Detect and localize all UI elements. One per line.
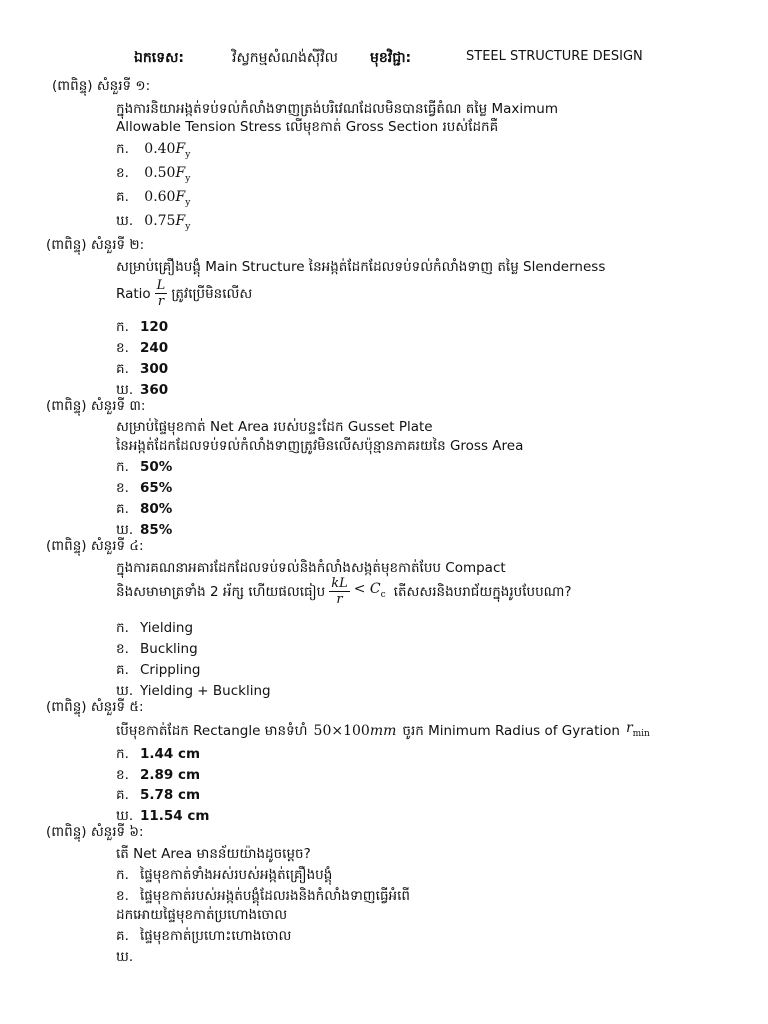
line-prefix: បើមុខកាត់ដែក Rectangle មានទំហំ bbox=[116, 722, 308, 739]
question-1-option-c bbox=[116, 188, 190, 208]
option-letter: គ. bbox=[116, 928, 129, 944]
question-3-option-c bbox=[116, 500, 172, 520]
option-letter: ខ. bbox=[116, 165, 129, 181]
option-sub: y bbox=[185, 197, 191, 208]
option-value: 240 bbox=[140, 340, 169, 356]
subject-label: ឯកទេស: bbox=[134, 50, 185, 66]
option-value: 85% bbox=[140, 522, 173, 538]
option-letter: គ. bbox=[116, 501, 129, 517]
r-min-symbol bbox=[626, 719, 650, 743]
line2-prefix: និងសមាមាត្រទាំង 2 អ័ក្ស ហើយផលធៀប bbox=[116, 583, 326, 600]
question-4-line-2 bbox=[116, 576, 572, 607]
question-1-line-2: Allowable Tension Stress លើមុខកាត់ Gross Section របស់ដែកគឺ bbox=[116, 119, 499, 135]
option-letter: ក. bbox=[116, 459, 129, 475]
option-value: 80% bbox=[140, 501, 173, 517]
question-3-line-2: នៃអង្កត់ដែកដែលទប់ទល់កំលាំងទាញត្រូវមិនលើសប៉ុន្មានភាគរយនៃ Gross Area bbox=[116, 438, 524, 454]
option-letter: ខ. bbox=[116, 340, 129, 356]
option-letter: ឃ. bbox=[116, 949, 134, 965]
option-value: Yielding bbox=[140, 620, 194, 636]
option-value: 65% bbox=[140, 480, 173, 496]
option-value: 5.78 cm bbox=[140, 787, 201, 803]
option-sub: y bbox=[185, 149, 191, 160]
option-value: 360 bbox=[140, 382, 169, 398]
question-4-title: (ពាពិន្ទុ) សំនួរទី ៤: bbox=[46, 538, 144, 554]
question-6-option-d bbox=[116, 948, 140, 968]
line2-suffix: តើសសរនិងបរាជ័យក្នុងរូបបែបណា? bbox=[393, 583, 572, 600]
inequality-sub: c bbox=[380, 589, 386, 600]
question-2-title: (ពាពិន្ទុ) សំនួរទី ២: bbox=[46, 237, 145, 253]
option-letter: ខ. bbox=[116, 888, 129, 904]
question-4-option-c bbox=[116, 661, 201, 681]
option-coef: 0.50 bbox=[144, 165, 176, 181]
question-6-option-a bbox=[116, 866, 332, 886]
question-5-line-1 bbox=[116, 719, 650, 743]
question-1-option-d bbox=[116, 212, 190, 232]
option-value: 300 bbox=[140, 361, 169, 377]
fraction-numerator: L bbox=[156, 278, 166, 293]
option-var: F bbox=[175, 189, 186, 205]
line-mid: ចូរក Minimum Radius of Gyration bbox=[402, 722, 620, 739]
option-sub: y bbox=[185, 173, 191, 184]
question-6-option-b-cont bbox=[116, 906, 287, 926]
inequality-text: < C bbox=[353, 580, 381, 597]
question-3-line-1: សម្រាប់ផ្ទៃមុខកាត់ Net Area របស់បន្ទះដែក Gusset Plate bbox=[116, 419, 433, 435]
slenderness-fraction bbox=[155, 278, 168, 309]
option-letter: ខ. bbox=[116, 767, 129, 783]
question-5-option-a bbox=[116, 745, 200, 765]
dimension-formula bbox=[314, 722, 397, 740]
option-var: F bbox=[175, 213, 186, 229]
option-letter: ក. bbox=[116, 319, 129, 335]
option-letter: ក. bbox=[116, 746, 129, 762]
option-value: Buckling bbox=[140, 641, 198, 657]
r-sub: min bbox=[632, 728, 650, 739]
option-sub: y bbox=[185, 221, 191, 232]
question-3-option-a bbox=[116, 458, 172, 478]
option-value: ផ្ទៃមុខកាត់ប្រហោះហោងចោល bbox=[140, 928, 292, 944]
question-6-option-c bbox=[116, 927, 291, 947]
question-5-title: (ពាពិន្ទុ) សំនួរទី ៥: bbox=[46, 699, 144, 715]
option-value: ផ្ទៃមុខកាត់ទាំងអស់របស់អង្កត់គ្រឿងបង្គុំ bbox=[140, 867, 333, 883]
question-1-title: (ពាពិន្ទុ) សំនួរទី ១: bbox=[52, 78, 151, 94]
dimension-unit: mm bbox=[369, 722, 397, 739]
option-value: Yielding + Buckling bbox=[140, 683, 271, 699]
option-value: 11.54 cm bbox=[140, 808, 210, 824]
question-3-title: (ពាពិន្ទុ) សំនួរទី ៣: bbox=[46, 398, 146, 414]
subject-value: វិស្វកម្មសំណង់ស៊ីវិល bbox=[232, 50, 338, 66]
fraction-denominator: r bbox=[157, 294, 165, 309]
question-2-ratio-line bbox=[116, 278, 252, 309]
option-var: F bbox=[175, 165, 186, 181]
question-5-option-b bbox=[116, 766, 200, 786]
inequality-cc bbox=[354, 580, 386, 604]
option-letter: ក. bbox=[116, 620, 129, 636]
option-letter: គ. bbox=[116, 189, 129, 205]
option-value: 1.44 cm bbox=[140, 746, 201, 762]
question-1-option-a bbox=[116, 140, 190, 160]
option-var: F bbox=[175, 141, 186, 157]
option-letter: ក. bbox=[116, 867, 129, 883]
option-letter: ឃ. bbox=[116, 683, 134, 699]
option-value: 120 bbox=[140, 319, 169, 335]
option-letter: គ. bbox=[116, 662, 129, 678]
option-letter: ឃ. bbox=[116, 213, 134, 229]
question-6-line-1: តើ Net Area មានន័យយ៉ាងដូចម្តេច? bbox=[116, 846, 311, 862]
question-6-option-b bbox=[116, 887, 410, 907]
option-value: 2.89 cm bbox=[140, 767, 201, 783]
question-2-line-1: សម្រាប់គ្រឿងបង្គុំ Main Structure នៃអង្កត់ដែកដែលទប់ទល់កំលាំងទាញ តម្លៃ Slenderness bbox=[116, 259, 606, 275]
question-4-option-b bbox=[116, 640, 198, 660]
course-value: STEEL STRUCTURE DESIGN bbox=[466, 49, 643, 64]
question-1-option-b bbox=[116, 164, 190, 184]
question-5-option-c bbox=[116, 786, 200, 806]
question-2-option-b bbox=[116, 339, 168, 359]
ratio-prefix: Ratio bbox=[116, 285, 151, 302]
option-value: ផ្ទៃមុខកាត់របស់អង្កត់បង្គុំដែលរងនិងកំលាំងទាញធ្វើអំពើ bbox=[140, 888, 410, 904]
option-letter: គ. bbox=[116, 787, 129, 803]
dimension-value: 50×100 bbox=[313, 722, 370, 739]
option-coef: 0.40 bbox=[144, 141, 176, 157]
option-letter: ឃ. bbox=[116, 522, 134, 538]
course-label: មុខវិជ្ជា: bbox=[370, 50, 412, 66]
r-var: r bbox=[625, 720, 633, 736]
question-1-line-1: ក្នុងការនិយាអង្កត់ទប់ទល់កំលាំងទាញត្រង់បរិវេណដែលមិនបានធ្វើតំណ តម្លៃ Maximum bbox=[116, 101, 558, 117]
option-formula bbox=[144, 165, 191, 184]
question-2-option-c bbox=[116, 360, 168, 380]
option-coef: 0.60 bbox=[144, 189, 176, 205]
option-formula bbox=[144, 213, 191, 232]
option-formula bbox=[144, 189, 191, 208]
fraction-denominator: r bbox=[336, 592, 343, 607]
option-formula bbox=[144, 141, 191, 160]
option-letter: ក. bbox=[116, 141, 129, 157]
question-4-line-1: ក្នុងការគណនាអគារដែកដែលទប់ទល់និងកំលាំងសង្កត់មុខកាត់បែប Compact bbox=[116, 560, 506, 576]
question-2-option-a bbox=[116, 318, 168, 338]
option-letter: គ. bbox=[116, 361, 129, 377]
option-letter: ឃ. bbox=[116, 382, 134, 398]
option-letter: ខ. bbox=[116, 641, 129, 657]
fraction-numerator: kL bbox=[331, 576, 348, 591]
option-value: Crippling bbox=[140, 662, 201, 678]
option-value: ដកអោយផ្ទៃមុខកាត់ប្រហោងចោល bbox=[116, 907, 288, 923]
ratio-suffix: ត្រូវប្រើមិនលើស bbox=[171, 285, 253, 302]
option-value: 50% bbox=[140, 459, 173, 475]
question-4-option-a bbox=[116, 619, 193, 639]
question-3-option-b bbox=[116, 479, 172, 499]
option-coef: 0.75 bbox=[144, 213, 176, 229]
option-letter: ឃ. bbox=[116, 808, 134, 824]
option-letter: ខ. bbox=[116, 480, 129, 496]
kl-over-r-fraction bbox=[329, 576, 350, 607]
question-6-title: (ពាពិន្ទុ) សំនួរទី ៦: bbox=[46, 824, 144, 840]
